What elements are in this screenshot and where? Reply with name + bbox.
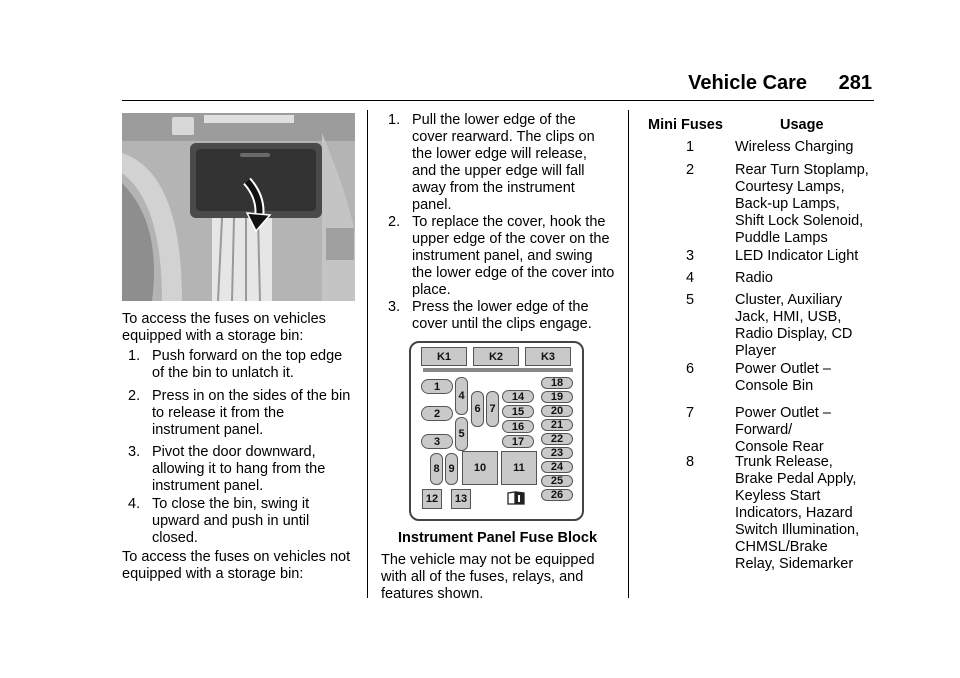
text-line: Radio (735, 270, 773, 286)
text-line: Player (735, 343, 777, 359)
text-line: LED Indicator Light (735, 248, 859, 264)
text-line: allowing it to hang from the (152, 461, 326, 477)
fuse-usage (735, 454, 875, 573)
relay-k2: K2 (473, 347, 519, 366)
text-line: To access the fuses on vehicles not (122, 549, 351, 565)
fuse-17: 17 (502, 435, 534, 448)
fuse-number: 7 (685, 405, 695, 421)
fuse-block-caption: Instrument Panel Fuse Block (398, 530, 598, 546)
text-line: the lower edge will release, (412, 146, 587, 162)
text-line: Relay, Sidemarker (735, 556, 854, 572)
fuse-usage (735, 292, 875, 360)
text-line: instrument panel. (152, 478, 264, 494)
text-line: To access the fuses on vehicles (122, 311, 326, 327)
text-line: closed. (152, 530, 198, 546)
table-header-mini-fuses: Mini Fuses (648, 117, 723, 133)
text-line: Shift Lock Solenoid, (735, 213, 864, 229)
text-line: Brake Pedal Apply, (735, 471, 857, 487)
fuse-24: 24 (541, 461, 573, 473)
fuse-2: 2 (421, 406, 453, 421)
text-line: equipped with a storage bin: (122, 566, 304, 582)
intro-with-bin (122, 311, 326, 345)
step-number: 3. (128, 444, 141, 460)
step-number: 4. (128, 496, 141, 512)
text-line: Push forward on the top edge (152, 348, 343, 364)
fuse-number: 2 (685, 162, 695, 178)
text-line: away from the instrument (412, 180, 575, 196)
relay-k1: K1 (421, 347, 467, 366)
step-number: 2. (128, 388, 141, 404)
fuse-14: 14 (502, 390, 534, 403)
text-line: Cluster, Auxiliary (735, 292, 843, 308)
text-line: Wireless Charging (735, 139, 854, 155)
fuse-usage (735, 248, 875, 265)
fuse-number: 8 (685, 454, 695, 470)
fuse-number: 5 (685, 292, 695, 308)
fuse-number: 1 (685, 139, 695, 155)
relay-k3: K3 (525, 347, 571, 366)
text-line: CHMSL/Brake (735, 539, 828, 555)
fuse-number: 3 (685, 248, 695, 264)
text-line: upward and push in until (152, 513, 310, 529)
text-line: Puddle Lamps (735, 230, 828, 246)
text-line: cover rearward. The clips on (412, 129, 595, 145)
fuse-usage (735, 270, 875, 287)
step-number: 1. (128, 348, 141, 364)
fuse-usage (735, 361, 875, 395)
text-line: Power Outlet – (735, 405, 831, 421)
text-line: upper edge of the cover on the (412, 231, 610, 247)
text-line: Console Rear (735, 439, 824, 455)
column-divider-left (367, 110, 368, 598)
table-header-usage: Usage (780, 117, 824, 133)
fuse-11: 11 (501, 451, 537, 485)
fuse-20: 20 (541, 405, 573, 417)
fuse-8: 8 (430, 453, 443, 485)
step-number: 2. (388, 214, 401, 230)
text-line: Press the lower edge of the (412, 299, 589, 315)
fuse-5: 5 (455, 417, 468, 451)
step-number: 3. (388, 299, 401, 315)
text-line: instrument panel. (152, 422, 264, 438)
fuse-number: 4 (685, 270, 695, 286)
text-line: panel. (412, 197, 452, 213)
intro-without-bin (122, 549, 350, 583)
fuse-3: 3 (421, 434, 453, 449)
fuse-15: 15 (502, 405, 534, 418)
fuse-23: 23 (541, 447, 573, 459)
text-line: equipped with a storage bin: (122, 328, 304, 344)
text-line: Jack, HMI, USB, (735, 309, 842, 325)
fuse-13: 13 (451, 489, 471, 509)
text-line: Switch Illumination, (735, 522, 860, 538)
text-line: Console Bin (735, 378, 814, 394)
fuse-1: 1 (421, 379, 453, 394)
fuse-19: 19 (541, 391, 573, 403)
text-line: and the upper edge will fall (412, 163, 585, 179)
text-line: Press in on the sides of the bin (152, 388, 351, 404)
text-line: Indicators, Hazard (735, 505, 853, 521)
fuse-10: 10 (462, 451, 498, 485)
text-line: To replace the cover, hook the (412, 214, 606, 230)
fuse-16: 16 (502, 420, 534, 433)
text-line: Pivot the door downward, (152, 444, 316, 460)
fuse-block-note (381, 552, 595, 603)
fuse-usage (735, 405, 875, 456)
text-line: cover until the clips engage. (412, 316, 592, 332)
text-line: Radio Display, CD (735, 326, 853, 342)
column-divider-right (628, 110, 629, 598)
fuse-12: 12 (422, 489, 442, 509)
text-line: The vehicle may not be equipped (381, 552, 595, 568)
owner-manual-book-icon (507, 491, 525, 505)
fuse-number: 6 (685, 361, 695, 377)
fuse-9: 9 (445, 453, 458, 485)
header-rule (122, 100, 874, 101)
storage-bin-photo (122, 113, 355, 301)
fuse-6: 6 (471, 391, 484, 427)
text-line: To close the bin, swing it (152, 496, 310, 512)
page-header (662, 72, 872, 95)
section-title: Vehicle Care (688, 72, 808, 94)
fuse-usage (735, 162, 875, 247)
fuse-21: 21 (541, 419, 573, 431)
step-number: 1. (388, 112, 401, 128)
fuse-4: 4 (455, 377, 468, 415)
text-line: Power Outlet – (735, 361, 831, 377)
text-line: of the bin to unlatch it. (152, 365, 294, 381)
text-line: the lower edge of the cover into (412, 265, 615, 281)
text-line: Forward/ (735, 422, 793, 438)
fuse-18: 18 (541, 377, 573, 389)
fuse-7: 7 (486, 391, 499, 427)
text-line: place. (412, 282, 451, 298)
fuse-26: 26 (541, 489, 573, 501)
text-line: to release it from the (152, 405, 285, 421)
text-line: Pull the lower edge of the (412, 112, 576, 128)
text-line: Trunk Release, (735, 454, 833, 470)
fuse-usage (735, 139, 875, 156)
text-line: Back-up Lamps, (735, 196, 840, 212)
page-number: 281 (838, 72, 872, 94)
text-line: Courtesy Lamps, (735, 179, 845, 195)
text-line: features shown. (381, 586, 484, 602)
text-line: Keyless Start (735, 488, 821, 504)
fuse-25: 25 (541, 475, 573, 487)
fuse-block-diagram (409, 341, 584, 521)
text-line: Rear Turn Stoplamp, (735, 162, 869, 178)
text-line: with all of the fuses, relays, and (381, 569, 584, 585)
fuse-22: 22 (541, 433, 573, 445)
text-line: instrument panel, and swing (412, 248, 593, 264)
